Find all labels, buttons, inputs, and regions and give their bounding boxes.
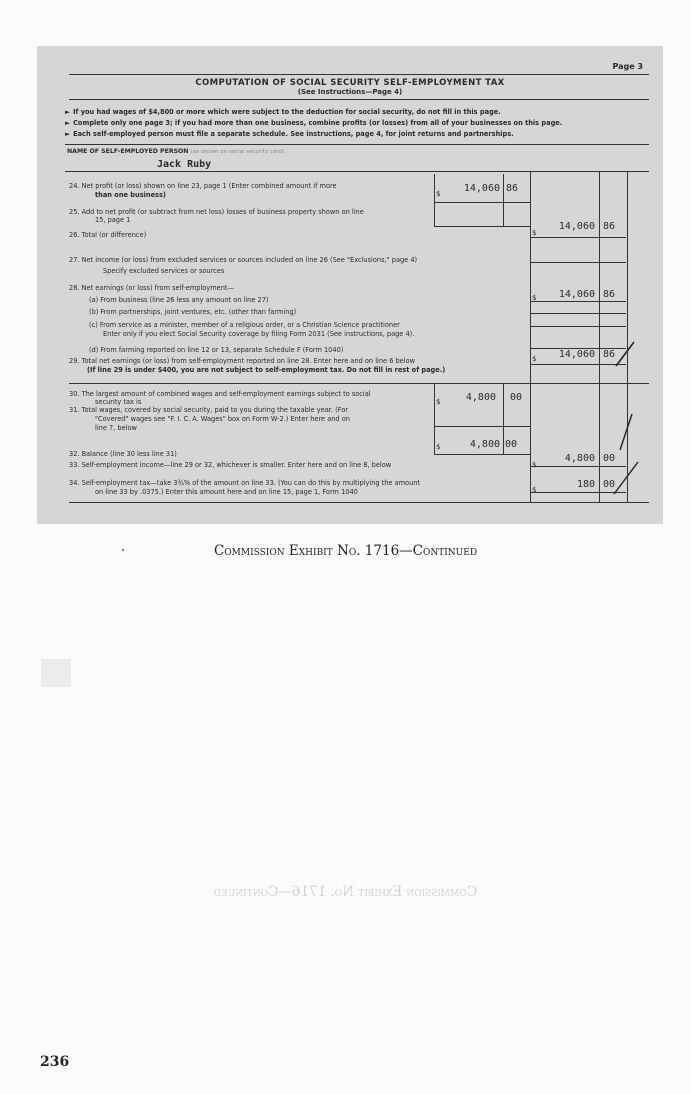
line-31-text-b: "Covered" wages see "F. I. C. A. Wages" box on Form W-2.) Enter here and on <box>95 415 350 423</box>
name-label: NAME OF SELF-EMPLOYED PERSON (as shown on social security card) <box>67 148 285 155</box>
line-24-text: 24. Net profit (or loss) shown on line 23, page 1 (Enter combined amount if more <box>69 182 337 190</box>
line-29-cents: 86 <box>603 349 616 360</box>
line-29-text-b: (If line 29 is under $400, you are not subject to self-employment tax. Do not fill in rest of page.) <box>87 366 446 374</box>
instruction-bullet-3: ► Each self-employed person must file a separate schedule. See instructions, page 4, for joint returns and partnerships. <box>65 130 514 138</box>
dollar-sign: $ <box>532 229 537 237</box>
col-line <box>434 174 435 226</box>
instruction-bullet-2: ► Complete only one page 3; if you had more than one business, combine profits (or losses) from all of your businesses on this page. <box>65 119 563 127</box>
line-25-text-b: 15, page 1 <box>95 216 131 224</box>
col-line <box>599 172 600 502</box>
dollar-sign: $ <box>436 398 441 406</box>
rule <box>434 454 530 455</box>
self-employed-name: Jack Ruby <box>157 159 212 170</box>
rule <box>69 502 649 503</box>
line-32-cents: 00 <box>505 439 518 450</box>
line-31-text: 31. Total wages, covered by social security, paid to you during the taxable year. (For <box>69 406 348 414</box>
line-30-cents: 00 <box>510 392 523 403</box>
rule <box>530 313 626 314</box>
line-28b-text: (b) From partnerships, joint ventures, etc. (other than farming) <box>89 308 297 316</box>
rule <box>69 99 649 100</box>
line-24-amount: 14,060 <box>463 183 500 194</box>
dollar-sign: $ <box>532 294 537 302</box>
rule <box>434 226 530 227</box>
line-28d-text: (d) From farming reported on line 12 or 13, separate Schedule F (Form 1040) <box>89 346 344 354</box>
instruction-bullet-1: ► If you had wages of $4,800 or more which were subject to the deduction for social security, do not fill in this page. <box>65 108 501 116</box>
line-28a-amount: 14,060 <box>558 289 595 300</box>
line-33-cents: 00 <box>603 453 616 464</box>
rule <box>434 202 530 203</box>
form-title: COMPUTATION OF SOCIAL SECURITY SELF-EMPLOYMENT TAX <box>195 78 505 88</box>
col-line <box>503 174 504 226</box>
line-33-amount: 4,800 <box>564 453 595 464</box>
tax-form-page <box>37 46 663 524</box>
rule <box>530 326 626 327</box>
line-30-text-b: security tax is <box>95 398 142 406</box>
line-26-cents: 86 <box>603 221 616 232</box>
line-34-text-b: on line 33 by .0375.) Enter this amount here and on line 15, page 1, Form 1040 <box>95 488 358 496</box>
exhibit-caption: Commission Exhibit No. 1716—Continued <box>213 543 478 559</box>
rule <box>69 74 649 75</box>
form-page-label: Page 3 <box>612 62 643 71</box>
rule <box>65 144 649 145</box>
rule <box>530 301 626 302</box>
line-26-amount: 14,060 <box>558 221 595 232</box>
rule <box>530 262 626 263</box>
line-29-amount: 14,060 <box>558 349 595 360</box>
dollar-sign: $ <box>532 461 537 469</box>
line-30-text: 30. The largest amount of combined wages and self-employment earnings subject to social <box>69 390 371 398</box>
line-32-text: 32. Balance (line 30 less line 31) <box>69 450 177 458</box>
rule <box>530 237 626 238</box>
col-line <box>530 172 531 502</box>
dollar-sign: $ <box>436 190 441 198</box>
col-line <box>434 384 435 454</box>
line-34-text: 34. Self-employment tax—take 3¾% of the amount on line 33. (You can do this by multiplying the amount <box>69 479 421 487</box>
line-28c-text-b: Enter only if you elect Social Security coverage by filing Form 2031 (See instructions, page 4). <box>103 330 415 338</box>
line-28a-text: (a) From business (line 26 less any amount on line 27) <box>89 296 269 304</box>
line-27-text-b: Specify excluded services or sources <box>103 267 225 275</box>
line-31-text-c: line 7, below <box>95 424 137 432</box>
pen-check-marks <box>612 336 642 526</box>
line-30-amount: 4,800 <box>465 392 496 403</box>
line-34-cents: 00 <box>603 479 616 490</box>
line-28a-cents: 86 <box>603 289 616 300</box>
line-33-text: 33. Self-employment income—line 29 or 32, whichever is smaller. Enter here and on line 8, below <box>69 461 392 469</box>
line-34-amount: 180 <box>576 479 595 490</box>
form-subtitle: (See Instructions—Page 4) <box>297 88 403 96</box>
bleed-through-mark <box>41 659 71 687</box>
rule <box>69 383 649 384</box>
line-28c-text: (c) From service as a minister, member of a religious order, or a Christian Science practitioner <box>89 321 400 329</box>
dollar-sign: $ <box>436 443 441 451</box>
dollar-sign: $ <box>532 486 537 494</box>
line-29-text: 29. Total net earnings (or loss) from self-employment reported on line 28. Enter here and on line 6 below <box>69 357 415 365</box>
line-27-text: 27. Net income (or loss) from excluded services or sources included on line 26 (See "Exclusions," page 4) <box>69 256 418 264</box>
line-25-text: 25. Add to net profit (or subtract from net loss) losses of business property shown on line <box>69 208 364 216</box>
line-26-text: 26. Total (or difference) <box>69 231 147 239</box>
line-24-text-b: than one business) <box>95 191 166 199</box>
line-24-cents: 86 <box>506 183 519 194</box>
line-32-amount: 4,800 <box>469 439 500 450</box>
line-28-text: 28. Net earnings (or loss) from self-employment— <box>69 284 235 292</box>
col-line <box>503 384 504 454</box>
bleed-through-caption: Commission Exhibit No. 1716—Continued <box>213 884 478 900</box>
rule <box>434 426 530 427</box>
rule <box>65 171 649 172</box>
page-number: 236 <box>40 1054 70 1070</box>
dollar-sign: $ <box>532 355 537 363</box>
